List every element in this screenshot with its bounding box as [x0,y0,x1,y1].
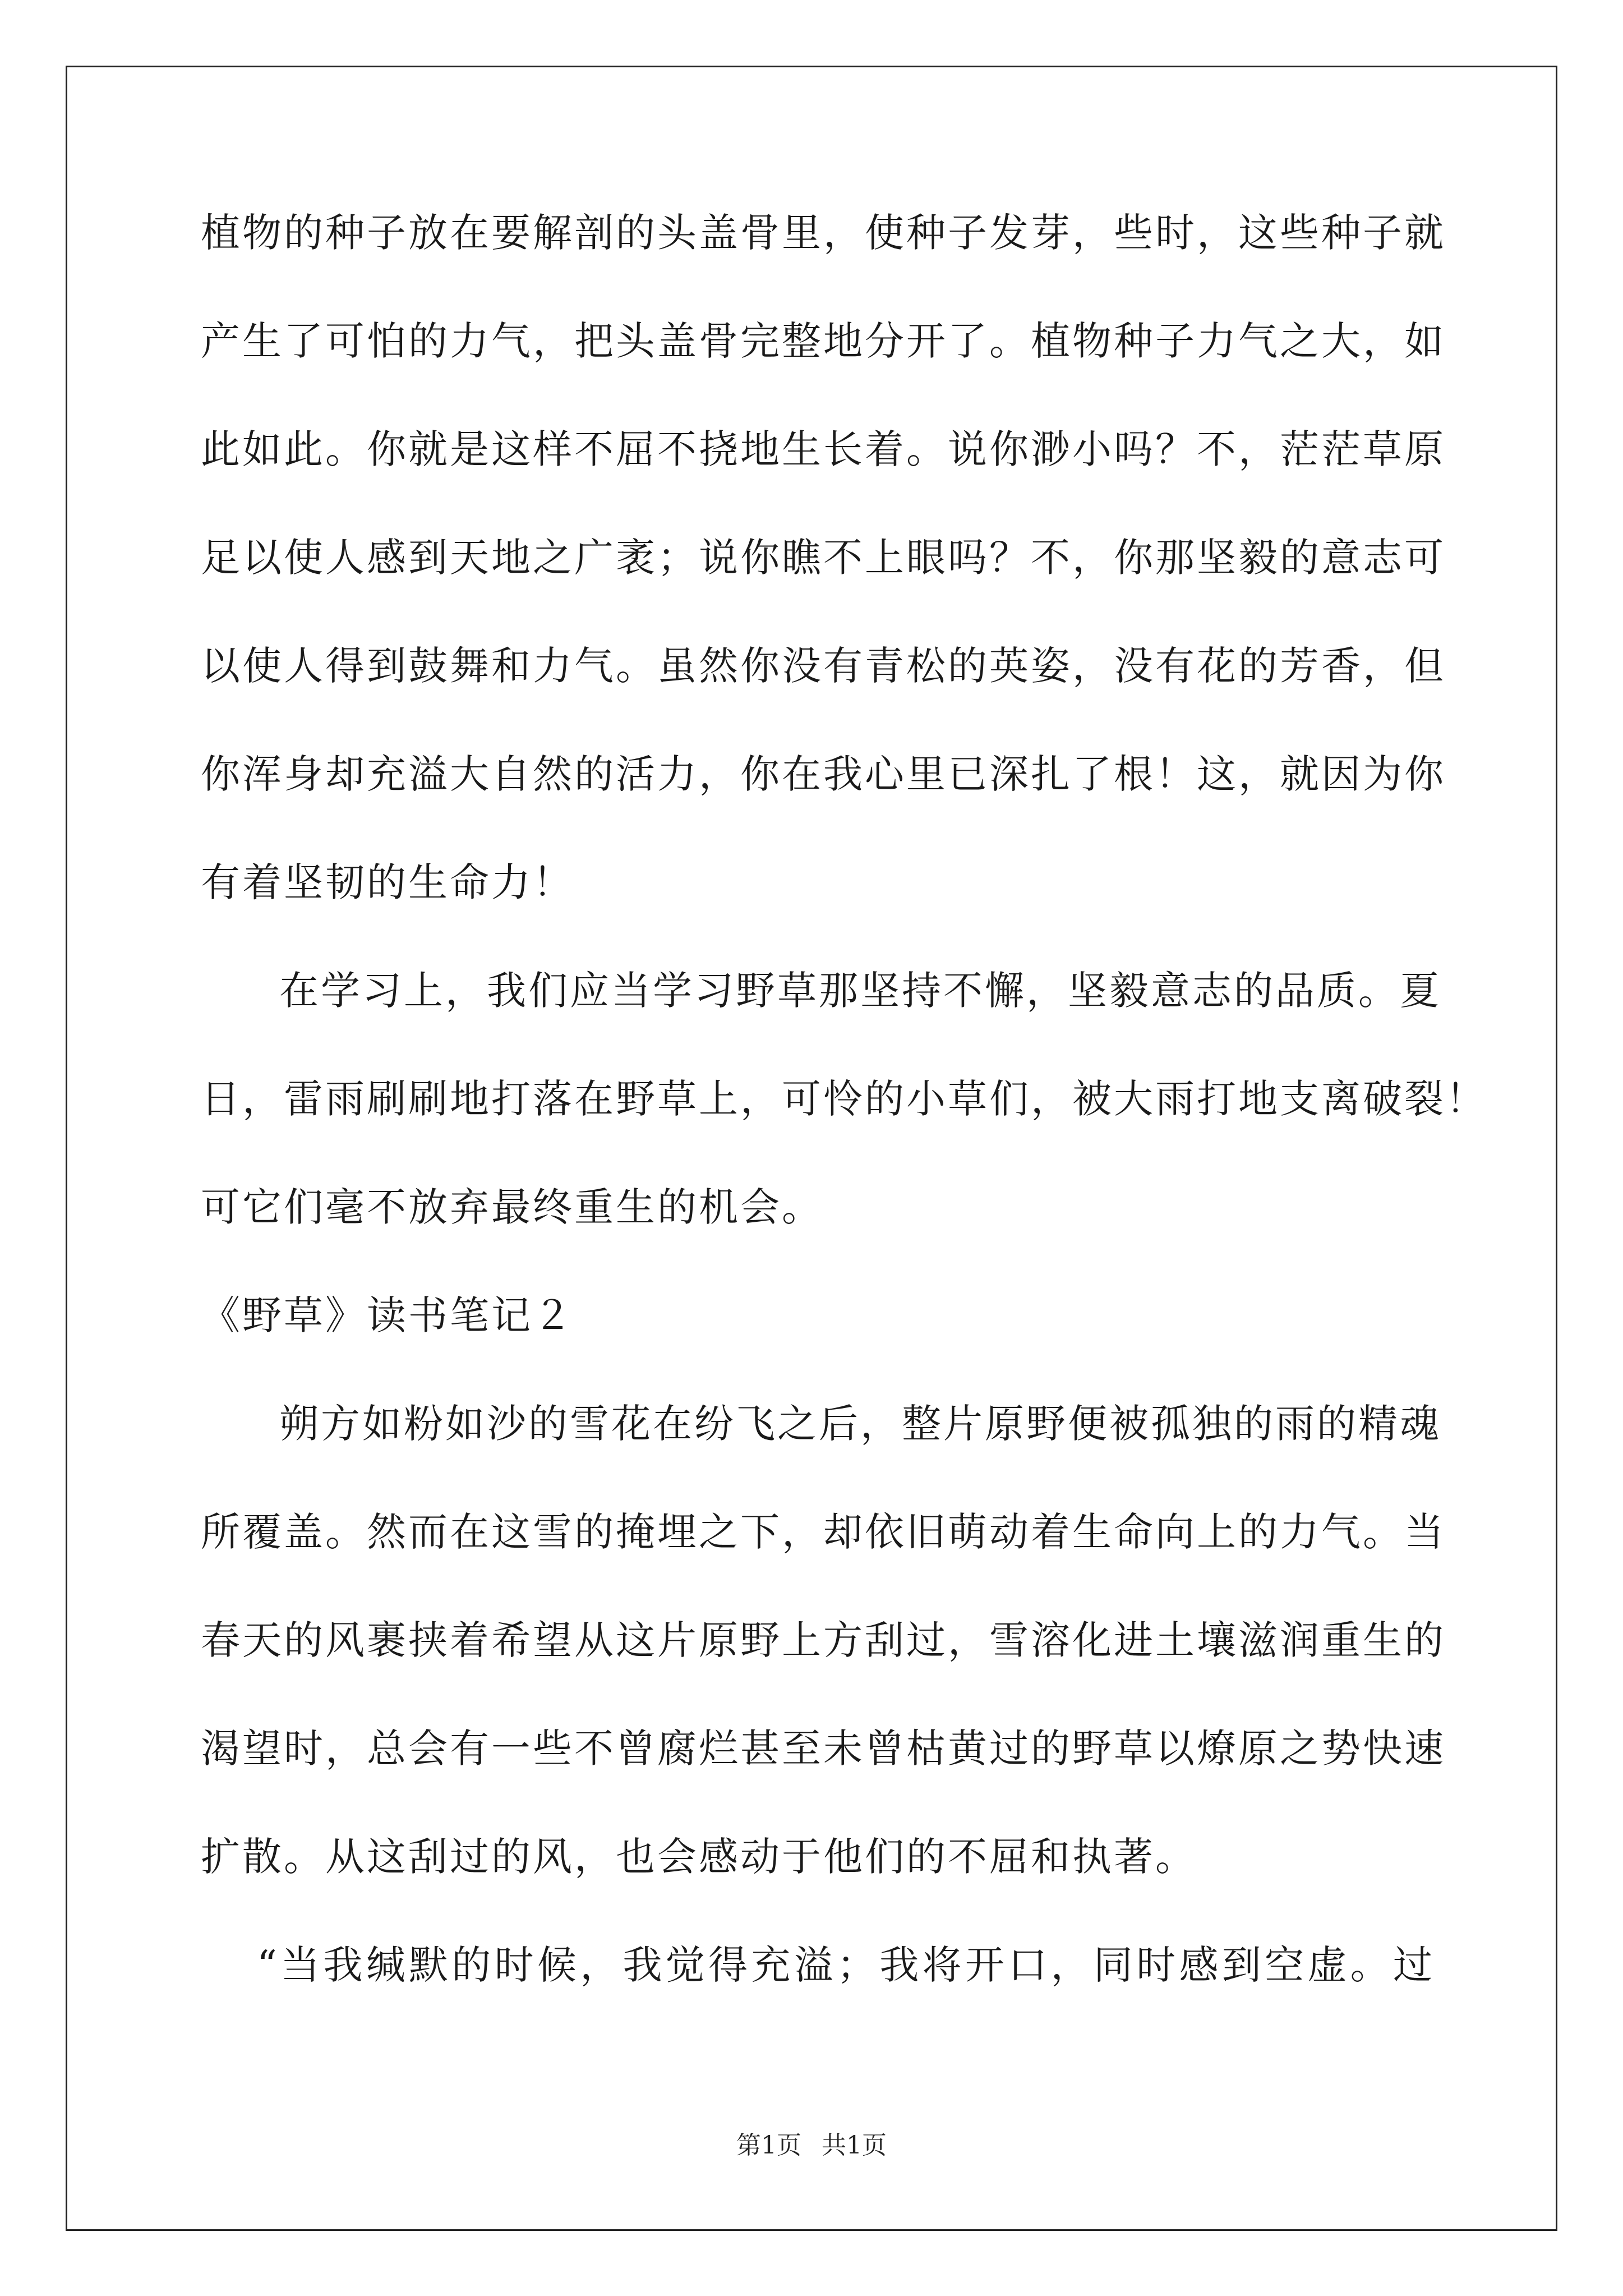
page-number-current: 第1页 [736,2131,801,2160]
text-line: 可它们毫不放弃最终重生的机会。 [201,1184,823,1230]
text-line: 植物的种子放在要解剖的头盖骨里，使种子发芽，些时，这些种子就 [201,210,1446,256]
text-line: 在学习上，我们应当学习野草那坚持不懈，坚毅意志的品质。夏 [279,968,1441,1014]
text-line: 你浑身却充溢大自然的活力，你在我心里已深扎了根！这，就因为你 [201,751,1446,797]
page-number-total: 共1页 [822,2131,887,2160]
page-footer [0,2133,1623,2158]
text-line: 扩散。从这刮过的风，也会感动于他们的不屈和执著。 [201,1834,1197,1880]
text-line: 日，雷雨刷刷地打落在野草上，可怜的小草们，被大雨打地支离破裂！ [201,1076,1487,1122]
paragraph-1 [201,210,1446,905]
text-line: 以使人得到鼓舞和力气。虽然你没有青松的英姿，没有花的芳香，但 [201,643,1446,689]
section-heading [201,1292,1435,1338]
text-line: 朔方如粉如沙的雪花在纷飞之后，整片原野便被孤独的雨的精魂 [279,1401,1441,1447]
text-line: 所覆盖。然而在这雪的掩埋之下，却依旧萌动着生命向上的力气。当 [201,1509,1446,1555]
text-line: 此如此。你就是这样不屈不挠地生长着。说你渺小吗？不，茫茫草原 [201,426,1446,472]
paragraph-3 [201,1401,1446,1880]
text-line: 春天的风裹挟着希望从这片原野上方刮过，雪溶化进土壤滋润重生的 [201,1617,1446,1663]
text-line: 足以使人感到天地之广袤；说你瞧不上眼吗？不，你那坚毅的意志可 [201,535,1446,581]
document-body [201,210,1487,2054]
paragraph-4 [201,1942,1435,1988]
text-line: 产生了可怕的力气，把头盖骨完整地分开了。植物种子力气之大，如 [201,318,1446,364]
paragraph-2 [201,968,1487,1230]
heading-text: 《野草》读书笔记２ [201,1292,574,1338]
text-line: 有着坚韧的生命力！ [201,859,574,905]
text-line: 渴望时，总会有一些不曾腐烂甚至未曾枯黄过的野草以燎原之势快速 [201,1726,1446,1772]
text-line: “当我缄默的时候，我觉得充溢；我将开口，同时感到空虚。过 [257,1942,1435,1988]
